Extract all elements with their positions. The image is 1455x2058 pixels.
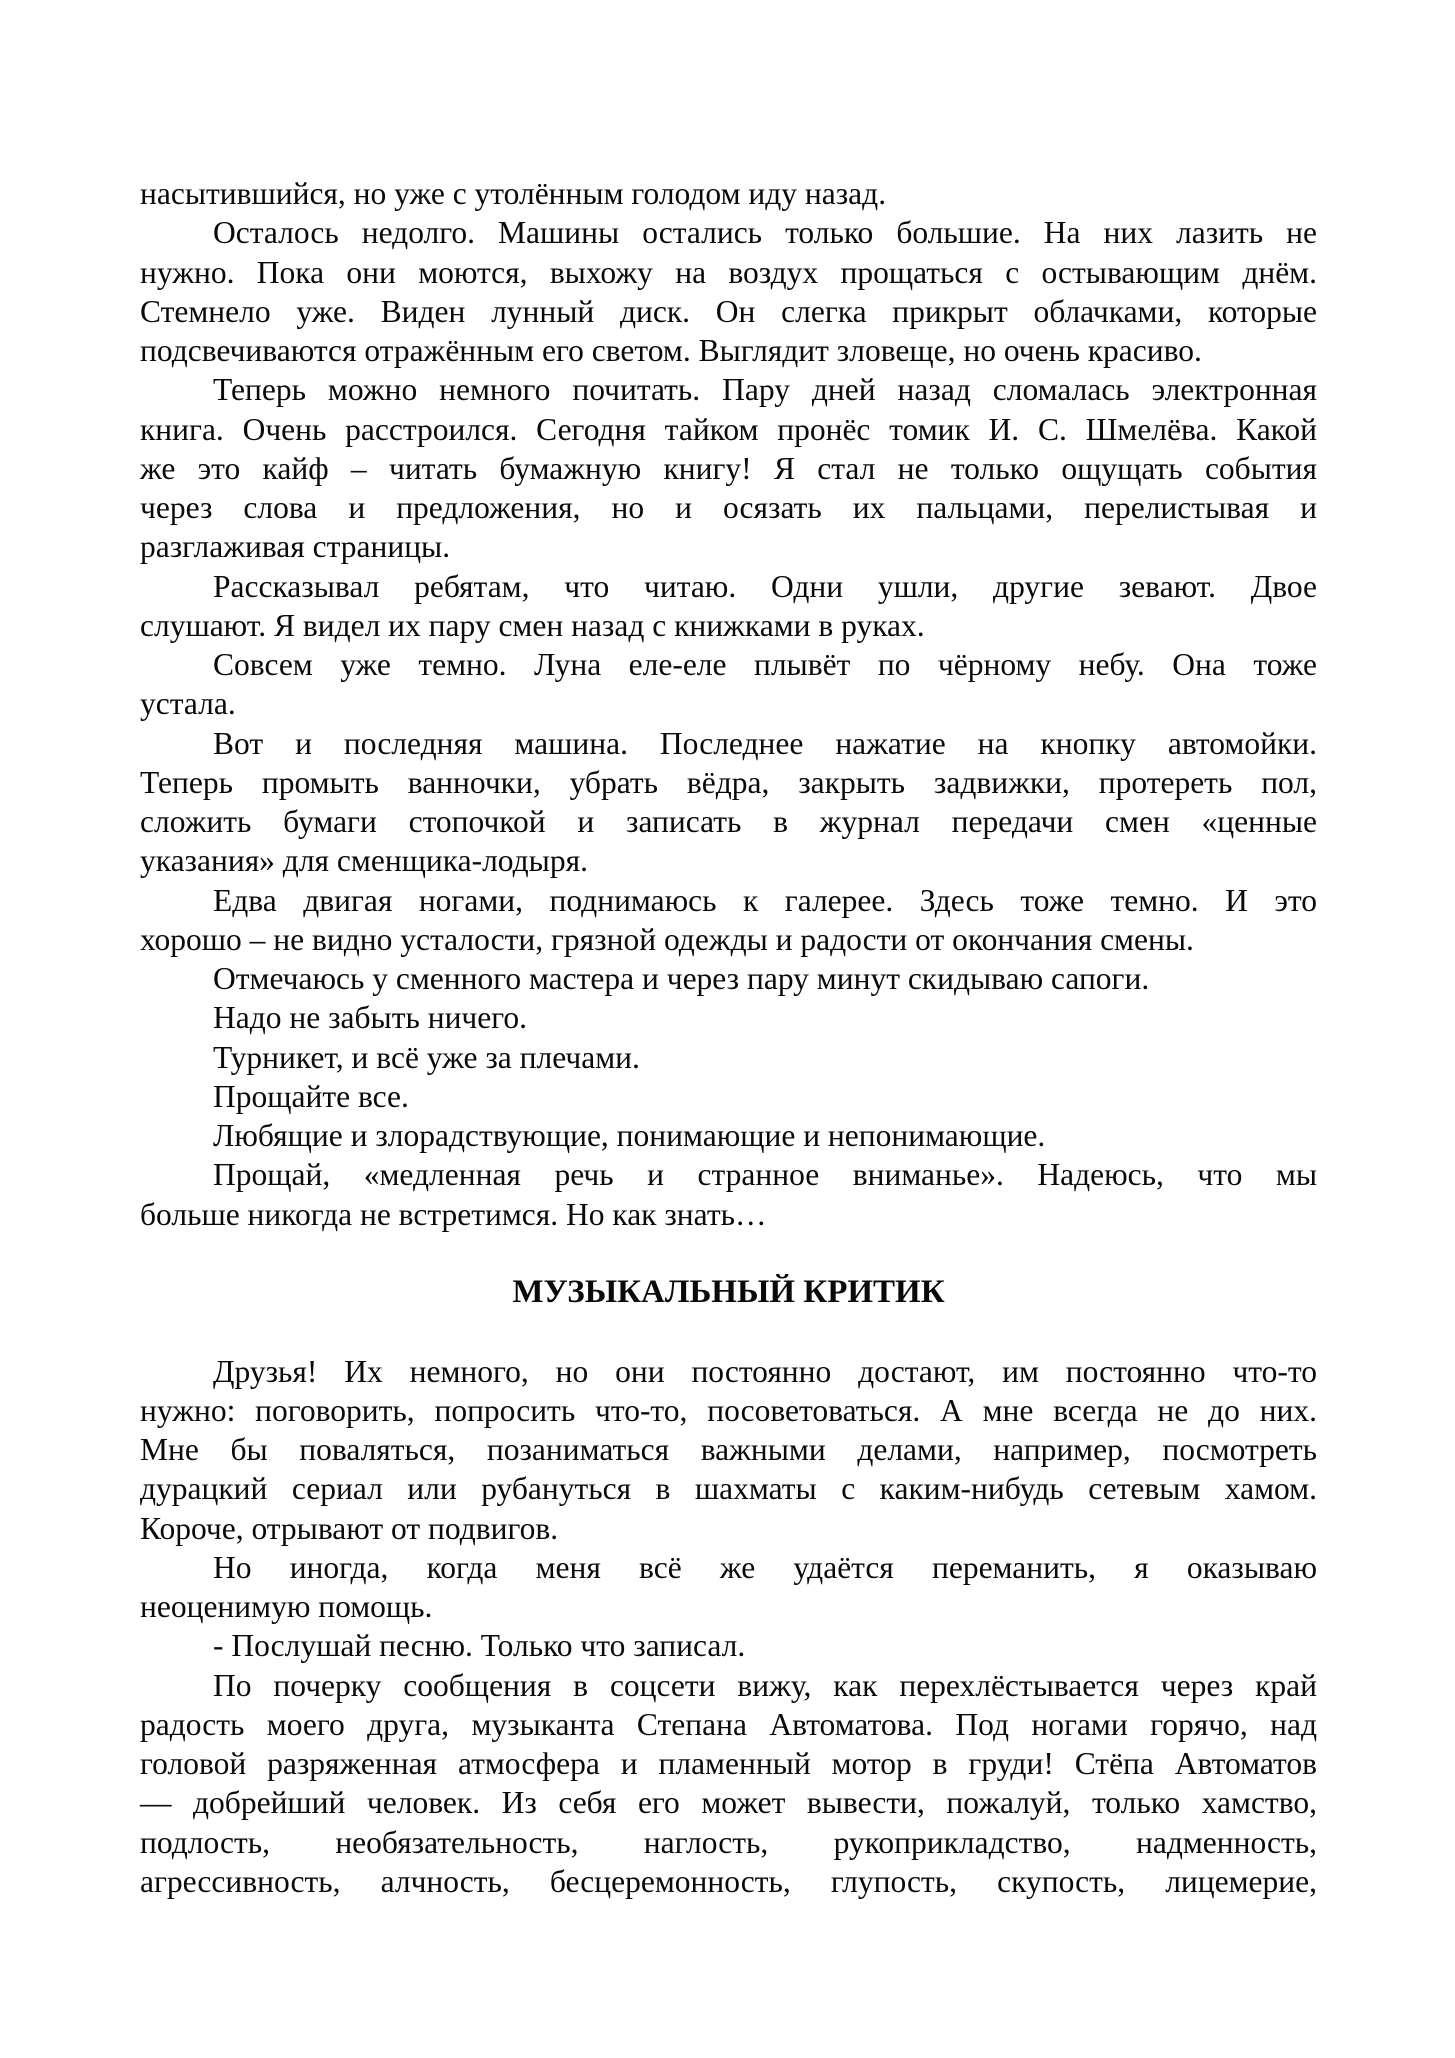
text-line: хорошо – не видно усталости, грязной одежды и радости от окончания смены. (140, 921, 1194, 957)
text-line: больше никогда не встретимся. Но как знать… (140, 1196, 767, 1232)
text-line: нужно. Пока они моются, выхожу на воздух прощаться с остывающим днём. (140, 254, 1317, 290)
text-line: дурацкий сериал или рубануться в шахматы с каким-нибудь сетевым хамом. (140, 1471, 1317, 1507)
text-line: Турникет, и всё уже за плечами. (213, 1039, 640, 1075)
text-line: через слова и предложения, но и осязать их пальцами, перелистывая и (140, 490, 1317, 525)
text-line: Друзья! Их немного, но они постоянно достают, им постоянно что-то (213, 1353, 1317, 1389)
text-line: Теперь можно немного почитать. Пару дней назад сломалась электронная (213, 372, 1317, 408)
text-line: Осталось недолго. Машины остались только большие. На них лазить не (213, 215, 1317, 251)
text-line: Прощай, «медленная речь и странное вниманье». Надеюсь, что мы (213, 1157, 1317, 1193)
text-line: нужно: поговорить, попросить что-то, посоветоваться. А мне всегда не до них. (140, 1392, 1317, 1428)
section-heading: МУЗЫКАЛЬНЫЙ КРИТИК (512, 1274, 945, 1310)
text-line: насытившийся, но уже с утолённым голодом иду назад. (140, 176, 887, 211)
text-line: Стемнело уже. Виден лунный диск. Он слегка прикрыт облачками, которые (140, 293, 1317, 329)
text-line: Мне бы поваляться, позаниматься важными делами, например, посмотреть (140, 1432, 1317, 1467)
text-line: Но иногда, когда меня всё же удаётся переманить, я оказываю (213, 1549, 1317, 1585)
text-line: разглаживая страницы. (140, 529, 451, 565)
text-line: Вот и последняя машина. Последнее нажатие на кнопку автомойки. (213, 725, 1317, 761)
text-line: Надо не забыть ничего. (213, 1000, 528, 1036)
text-line: указания» для сменщика-лодыря. (140, 843, 588, 879)
blank-line (140, 1312, 1317, 1351)
text-line: Едва двигая ногами, поднимаюсь к галерее. Здесь тоже темно. И это (213, 882, 1317, 918)
text-line: же это кайф – читать бумажную книгу! Я стал не только ощущать события (140, 450, 1317, 486)
text-line: головой разряженная атмосфера и пламенный мотор в груди! Стёпа Автоматов (140, 1746, 1317, 1781)
text-line: - Послушай песню. Только что записал. (213, 1628, 746, 1664)
text-line: Рассказывал ребятам, что читаю. Одни ушли, другие зевают. Двое (213, 568, 1317, 604)
text-line: Короче, отрывают от подвигов. (140, 1510, 559, 1546)
text-line: агрессивность, алчность, бесцеремонность, глупость, скупость, лицемерие, (140, 1863, 1317, 1899)
text-line: Прощайте все. (213, 1078, 409, 1114)
text-line: По почерку сообщения в соцсети вижу, как перехлёстывается через край (213, 1667, 1317, 1703)
text-block (140, 174, 1317, 1901)
text-line: подлость, необязательность, наглость, рукоприкладство, надменность, (140, 1824, 1317, 1860)
text-line: слушают. Я видел их пару смен назад с книжками в руках. (140, 607, 925, 643)
text-line: радость моего друга, музыканта Степана Автоматова. Под ногами горячо, над (140, 1706, 1317, 1742)
text-line: Теперь промыть ванночки, убрать вёдра, закрыть задвижки, протереть пол, (140, 764, 1317, 800)
text-line: Любящие и злорадствующие, понимающие и непонимающие. (213, 1118, 1046, 1153)
text-line: неоценимую помощь. (140, 1589, 433, 1624)
text-line: устала. (140, 686, 236, 722)
text-line: — добрейший человек. Из себя его может вывести, пожалуй, только хамство, (140, 1785, 1317, 1821)
text-line: Совсем уже темно. Луна еле-еле плывёт по чёрному небу. Она тоже (213, 647, 1317, 682)
text-line: Отмечаюсь у сменного мастера и через пару минут скидываю сапоги. (213, 961, 1150, 996)
text-line: сложить бумаги стопочкой и записать в журнал передачи смен «ценные (140, 804, 1317, 839)
blank-line (140, 1234, 1317, 1273)
text-line: подсвечиваются отражённым его светом. Выглядит зловеще, но очень красиво. (140, 333, 1202, 368)
text-line: книга. Очень расстроился. Сегодня тайком пронёс томик И. С. Шмелёва. Какой (140, 411, 1317, 447)
